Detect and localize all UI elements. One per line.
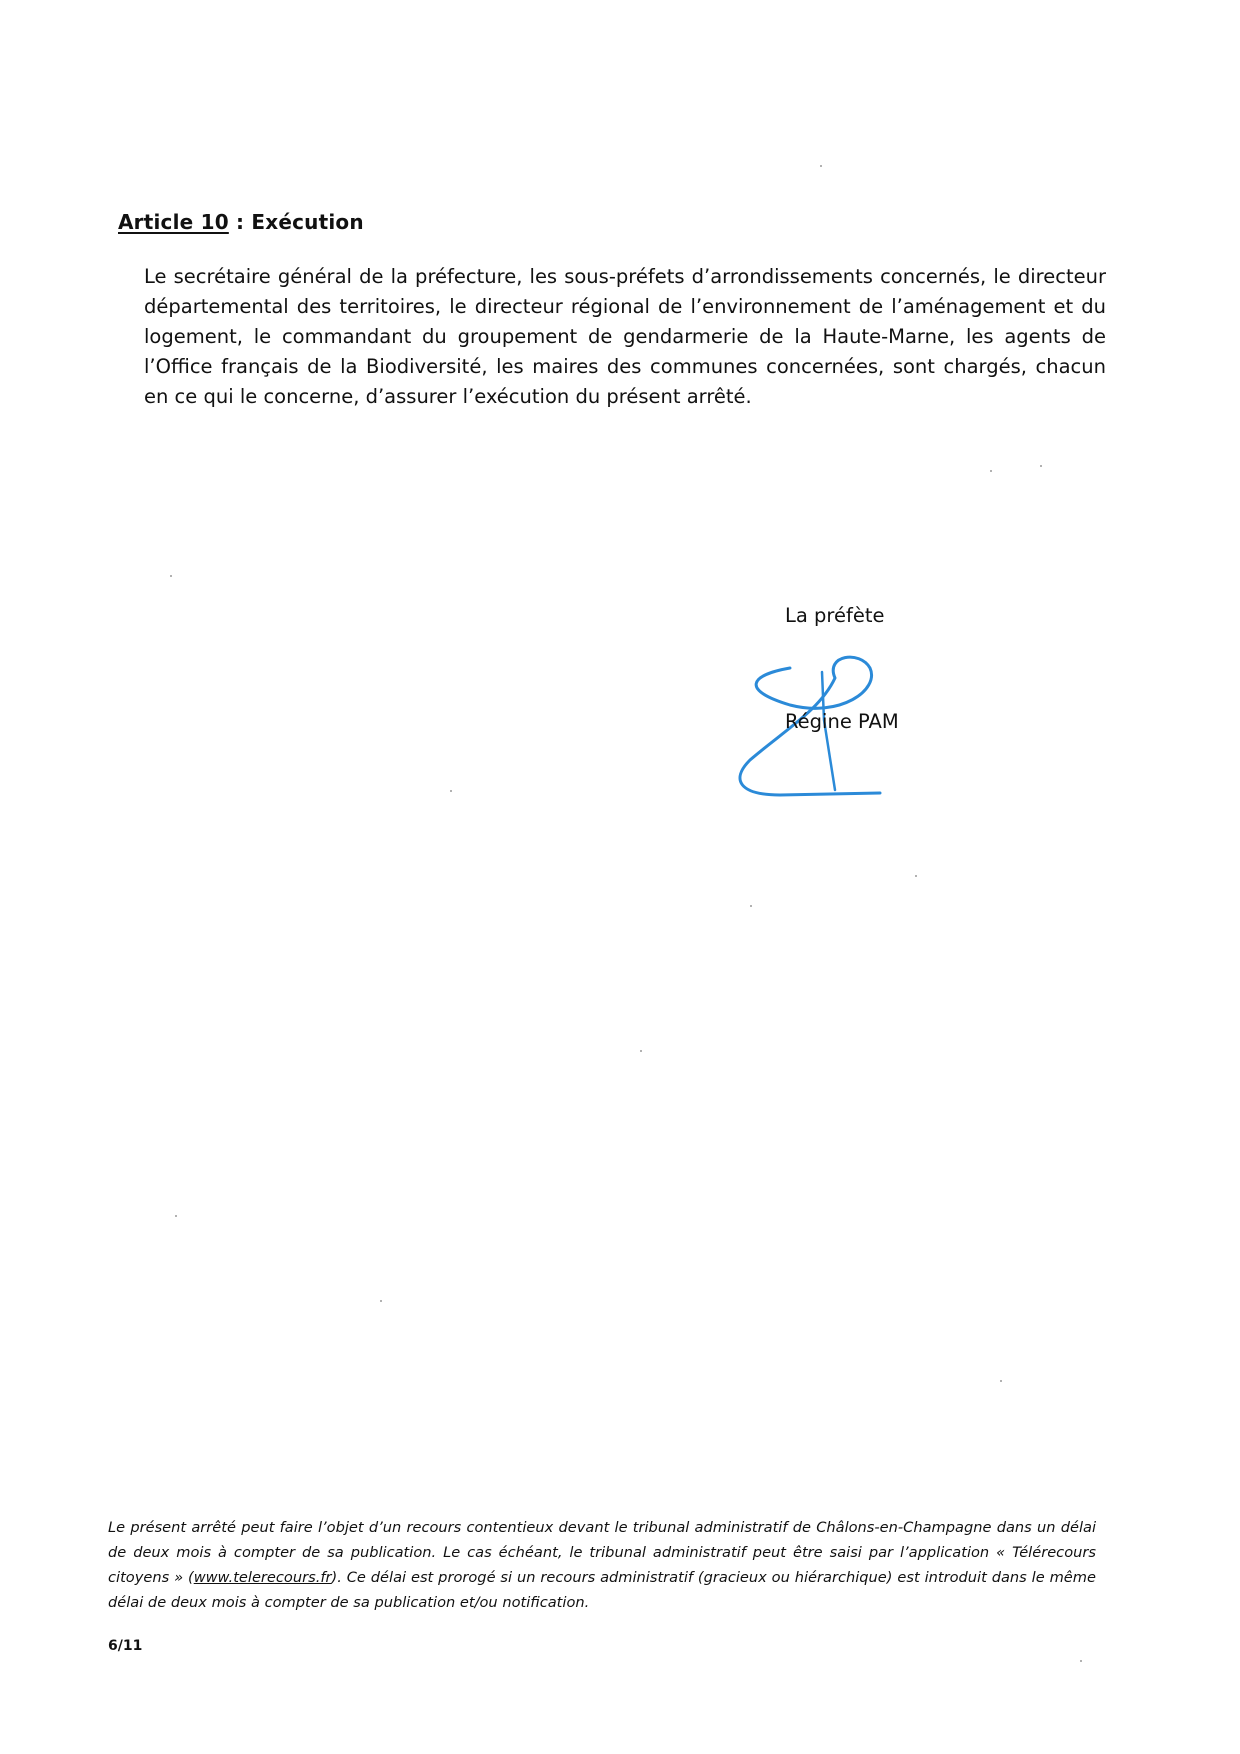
notice-text-end: ). Ce délai est prorogé si un recours administratif (gracieux ou hiérarchique) est introduit dans le même délai de deux mois à compter de sa publication et/ou notification. xyxy=(108,1569,1096,1611)
signature-title: La préfète xyxy=(785,604,885,627)
article-body: Le secrétaire général de la préfecture, les sous-préfets d’arrondissements concernés, le directeur départemental des territoires, le directeur régional de l’environnement de l’aménagement et du logement, le commandant du groupement de gendarmerie de la Haute-Marne, les agents de l’Office français de la Biodiversité, les maires des communes concernées, sont chargés, chacun en ce qui le concerne, d’assurer l’exécution du présent arrêté. xyxy=(144,265,1106,408)
article-heading xyxy=(118,210,364,234)
signatory-name: Régine PAM xyxy=(785,710,899,733)
article-separator: : xyxy=(228,210,252,234)
legal-notice xyxy=(108,1515,1096,1615)
notice-text-start: Le présent arrêté peut faire l’objet d’un recours contentieux devant le tribunal administratif de Châlons-en-Champagne dans un délai de deux mois à compter de sa publication. Le cas échéant, le tribunal administratif peut être saisi par l’application « Télérecours citoyens » ( xyxy=(108,1519,1096,1586)
article-number: Article 10 xyxy=(118,210,229,234)
page-number: 6/11 xyxy=(108,1638,143,1654)
article-title: Exécution xyxy=(251,210,364,234)
telerecours-link[interactable]: www.telerecours.fr xyxy=(193,1569,332,1586)
